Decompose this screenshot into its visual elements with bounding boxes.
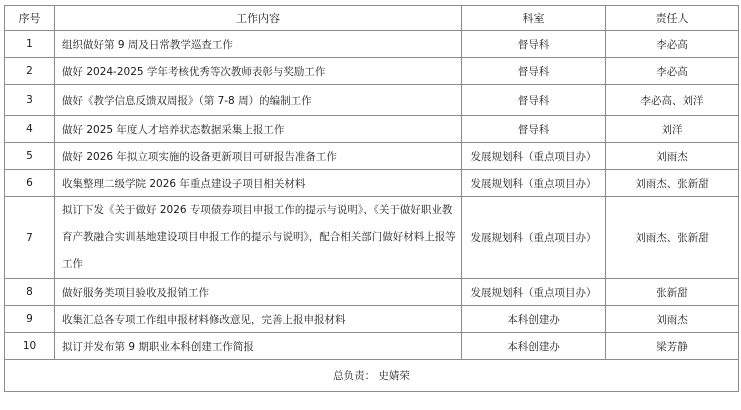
work-schedule-table [4, 5, 739, 392]
row-task: 做好 2026 年拟立项实施的设备更新项目可研报告准备工作 [55, 143, 462, 170]
row-resp: 梁芳静 [606, 333, 739, 360]
row-task: 收集汇总各专项工作组申报材料修改意见，完善上报申报材料 [55, 306, 462, 333]
overall-responsible: 总负责： 史婧荣 [5, 360, 739, 392]
row-resp: 刘洋 [606, 116, 739, 143]
row-task: 收集整理二级学院 2026 年重点建设子项目相关材料 [55, 170, 462, 197]
row-no: 3 [5, 85, 55, 116]
row-dept: 发展规划科（重点项目办） [462, 143, 606, 170]
table-row [5, 31, 739, 58]
table-row [5, 170, 739, 197]
header-dept: 科室 [462, 6, 606, 31]
row-task: 做好 2024-2025 学年考核优秀等次教师表彰与奖励工作 [55, 58, 462, 85]
header-task: 工作内容 [55, 6, 462, 31]
row-resp: 刘雨杰 [606, 306, 739, 333]
row-no: 4 [5, 116, 55, 143]
row-dept: 发展规划科（重点项目办） [462, 170, 606, 197]
row-no: 7 [5, 197, 55, 279]
row-resp: 刘雨杰、张新甜 [606, 170, 739, 197]
row-dept: 发展规划科（重点项目办） [462, 279, 606, 306]
row-dept: 督导科 [462, 85, 606, 116]
row-resp: 李必高、刘洋 [606, 85, 739, 116]
row-task: 做好《教学信息反馈双周报》（第 7-8 周）的编制工作 [55, 85, 462, 116]
row-task: 拟订并发布第 9 期职业本科创建工作简报 [55, 333, 462, 360]
row-dept: 督导科 [462, 116, 606, 143]
table-row [5, 116, 739, 143]
row-resp: 李必高 [606, 31, 739, 58]
row-dept: 发展规划科（重点项目办） [462, 197, 606, 279]
row-resp: 刘雨杰 [606, 143, 739, 170]
table-row [5, 85, 739, 116]
row-dept: 本科创建办 [462, 306, 606, 333]
header-no: 序号 [5, 6, 55, 31]
table-row [5, 197, 739, 279]
row-dept: 督导科 [462, 31, 606, 58]
row-dept: 本科创建办 [462, 333, 606, 360]
row-task: 做好 2025 年度人才培养状态数据采集上报工作 [55, 116, 462, 143]
row-no: 10 [5, 333, 55, 360]
row-task: 做好服务类项目验收及报销工作 [55, 279, 462, 306]
table-footer-row [5, 360, 739, 392]
row-no: 9 [5, 306, 55, 333]
row-no: 6 [5, 170, 55, 197]
table-row [5, 306, 739, 333]
row-no: 2 [5, 58, 55, 85]
row-task: 组织做好第 9 周及日常教学巡查工作 [55, 31, 462, 58]
row-resp: 张新甜 [606, 279, 739, 306]
row-dept: 督导科 [462, 58, 606, 85]
table-row [5, 58, 739, 85]
header-resp: 责任人 [606, 6, 739, 31]
row-no: 8 [5, 279, 55, 306]
row-no: 1 [5, 31, 55, 58]
table-row [5, 333, 739, 360]
table-row [5, 279, 739, 306]
table-row [5, 143, 739, 170]
row-resp: 李必高 [606, 58, 739, 85]
row-task: 拟订下发《关于做好 2026 专项债券项目申报工作的提示与说明》、《关于做好职业教育产教融合实训基地建设项目申报工作的提示与说明》，配合相关部门做好材料上报等工作 [55, 197, 462, 279]
row-no: 5 [5, 143, 55, 170]
table-header-row [5, 6, 739, 31]
row-resp: 刘雨杰、张新甜 [606, 197, 739, 279]
